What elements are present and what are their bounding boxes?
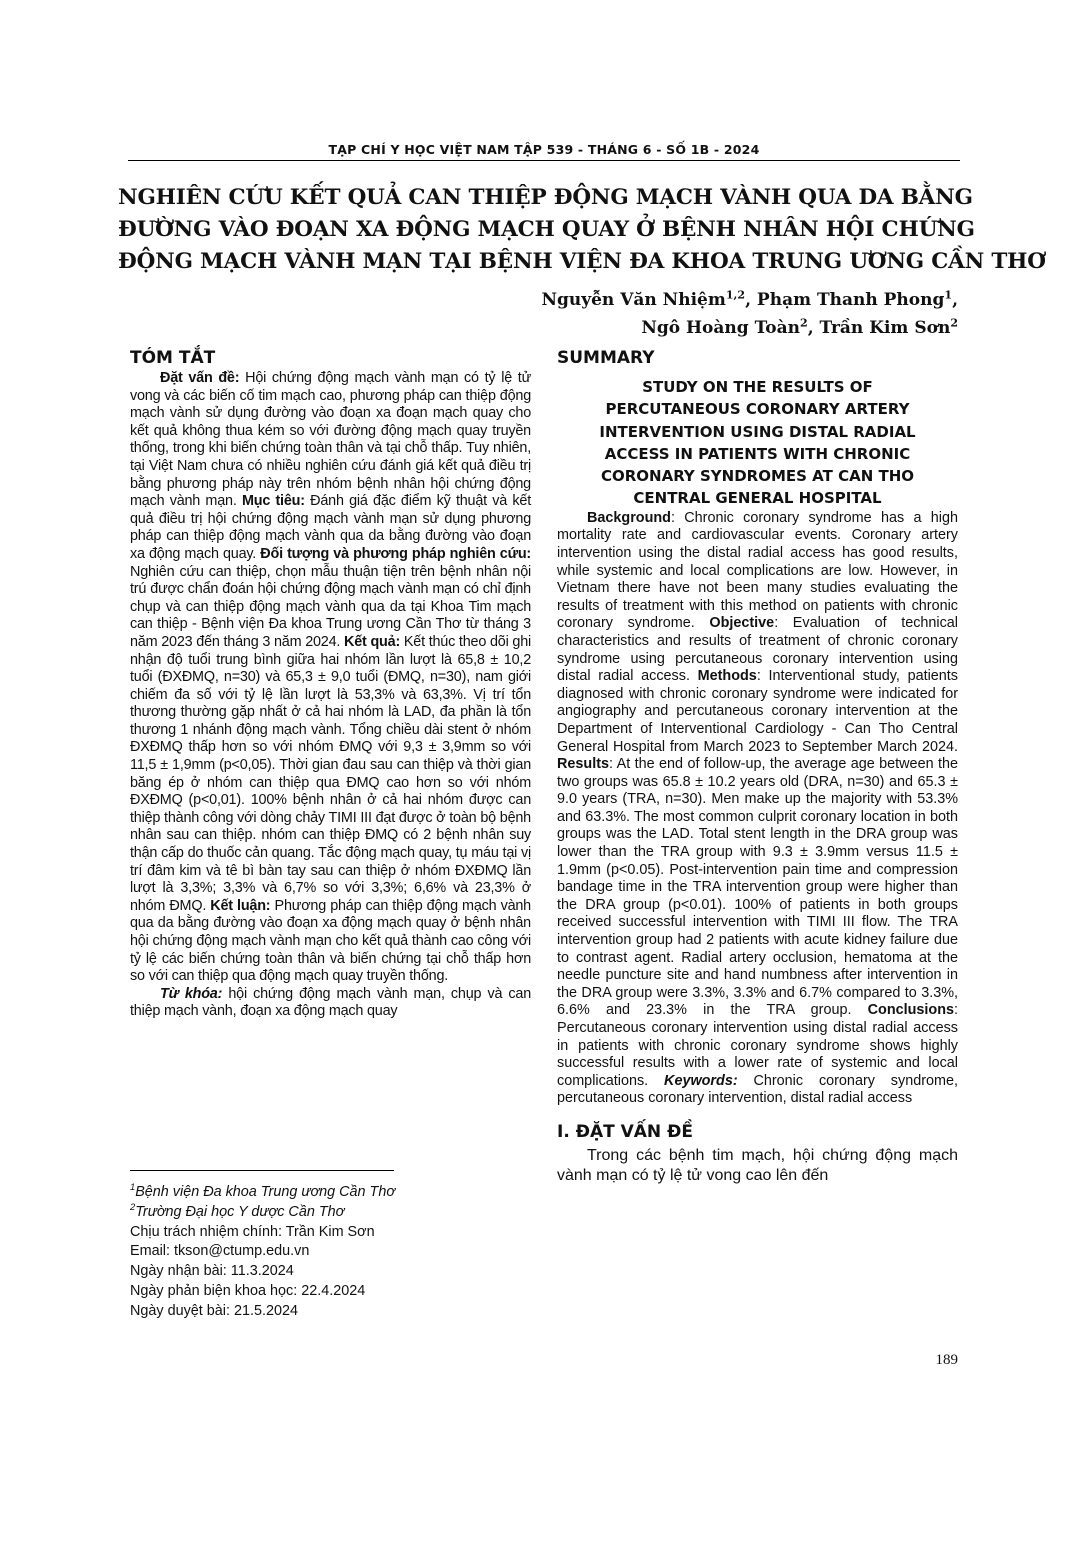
- author-line-2: Ngô Hoàng Toàn$^2$, Trần Kim Sơn$^2$: [641, 316, 958, 338]
- author-name: Nguyễn Văn Nhiệm: [541, 290, 726, 310]
- summary-title-line: ACCESS IN PATIENTS WITH CHRONIC: [604, 444, 911, 463]
- page-number: 189: [935, 1352, 958, 1368]
- summary-title-line: CORONARY SYNDROMES AT CAN THO: [600, 467, 915, 486]
- author-affiliation-mark: 1,2: [725, 288, 746, 302]
- text-background: : Chronic coronary syndrome has a high mortality rate and cardiovascular events. Coronary artery intervention using the distal radial access has good results, while systemic and local complications are low. However, in Vietnam there have not been many studies evaluating the results of treatment with this method on patients with chronic coronary syndrome.: [557, 509, 958, 632]
- header-rule: [128, 160, 960, 161]
- label-methods: Methods: [697, 668, 757, 685]
- summary-heading: SUMMARY: [557, 348, 655, 368]
- text-background: Hội chứng động mạch vành mạn có tỷ lệ tử vong và các biến cố tim mạch cao, phương pháp can thiệp động mạch vành sử dụng đường vào đoạn xa đoạn mạch quay cho kết quả không thua kém so với đường động mạch quay truyền thống, trong khi biến chứng toàn thân và tại chỗ thấp. Tuy nhiên, tại Việt Nam chưa có nhiều nghiên cứu đánh giá kết quả điều trị bằng phương pháp này trên nhóm bệnh nhân hội chứng động mạch vành mạn.: [130, 370, 532, 510]
- text-conclusion: Phương pháp can thiệp động mạch vành qua da bằng đường vào đoạn xa động mạch quay ở bệnh nhân hội chứng động mạch vành mạn cho kết quả thành cao công với tỷ lệ các biến chứng toàn thân và biến chứng tại chỗ thấp hơn so với can thiệp qua động mạch quay truyền thống.: [130, 897, 531, 985]
- title-line-3: ĐỘNG MẠCH VÀNH MẠN TẠI BỆNH VIỆN ĐA KHOA TRUNG ƯƠNG CẦN THƠ: [118, 249, 1046, 274]
- summary-title: [557, 376, 958, 510]
- footnotes: [130, 1183, 531, 1322]
- label-conclusion: Kết luận:: [210, 897, 271, 914]
- author-list: [541, 286, 958, 342]
- email-line: Email: tkson@ctump.edu.vn: [130, 1243, 310, 1260]
- text-objective: : Evaluation of technical characteristics and results of treatment of chronic coronary syndrome using percutaneous coronary intervention using distal radial access.: [557, 615, 959, 685]
- author-name: Ngô Hoàng Toàn: [641, 318, 800, 338]
- summary-english: [557, 346, 958, 1186]
- label-keywords: Từ khóa:: [160, 985, 223, 1002]
- label-results: Kết quả:: [344, 633, 401, 650]
- keywords-vietnamese: [130, 986, 531, 1021]
- author-line-1: Nguyễn Văn Nhiệm$^{1,2}$, Phạm Thanh Phong$^1$,: [541, 288, 958, 310]
- text-results: Kết thúc theo dõi ghi nhận độ tuổi trung bình giữa hai nhóm lần lượt là 65,8 ± 10,2 tuổi (ĐXĐMQ, n=30) và 65,3 ± 9,0 tuổi (ĐMQ, n=30), nam giới chiếm đa số với tỷ lệ lần lượt là 53,3% và 63,3%. Vị trí tổn thương thường gặp nhất ở cả hai nhóm là LAD, đa phần là tổn thương 1 nhánh động mạch vành. Tổng chiều dài stent ở nhóm ĐXĐMQ thấp hơn so với nhóm ĐMQ với 9,3 ± 3,9mm so với 11,5 ± 1,9mm (p<0,05). Thời gian đau sau can thiệp và thời gian băng ép ở nhóm can thiệp qua ĐMQ cao hơn so với nhóm ĐXĐMQ (p<0,01). 100% bệnh nhân ở cả hai nhóm được can thiệp thành công với dòng chảy TIMI III đạt được ở toàn bộ bệnh nhân sau can thiệp. nhóm can thiệp ĐMQ có 2 bệnh nhân suy thận cấp do thuốc cản quang. Tắc động mạch quay, tụ máu tại vị trí đâm kim và tê bì bàn tay sau can thiệp ở nhóm ĐXĐMQ lần lượt là 3,3%; 3,3% và 6,7% so với 3,3%; 6,6% và 23,3% ở nhóm ĐMQ.: [130, 633, 532, 914]
- abstract-vietnamese: [130, 346, 531, 1021]
- author-affiliation-mark: 1: [944, 288, 953, 302]
- intro-heading: I. ĐẶT VẤN ĐỀ: [557, 1121, 693, 1142]
- affiliation-mark: 1: [130, 1182, 136, 1193]
- title-line-2: ĐƯỜNG VÀO ĐOẠN XA ĐỘNG MẠCH QUAY Ở BỆNH NHÂN HỘI CHỨNG: [118, 217, 975, 242]
- author-name: Trần Kim Sơn: [819, 318, 951, 338]
- label-background: Đặt vấn đề:: [160, 370, 240, 386]
- affiliation-text: Trường Đại học Y dược Cần Thơ: [135, 1203, 345, 1220]
- article-title: [118, 182, 1046, 278]
- abstract-body: [130, 370, 531, 986]
- affiliation-mark: 2: [130, 1202, 136, 1212]
- text-conclusion: : Percutaneous coronary intervention using distal radial access in patients with chronic coronary syndrome shows highly successful results with a lower rate of systemic and local complications.: [557, 1002, 958, 1089]
- intro-paragraph: Trong các bệnh tim mạch, hội chứng động mạch vành mạn có tỷ lệ tử vong cao lên đến: [557, 1146, 958, 1184]
- affiliation-2: [130, 1203, 531, 1223]
- label-background: Background: [587, 509, 671, 526]
- label-objective: Objective: [709, 615, 775, 632]
- summary-title-line: CENTRAL GENERAL HOSPITAL: [633, 489, 882, 508]
- author-name: Phạm Thanh Phong: [756, 290, 945, 310]
- author-affiliation-mark: 2: [950, 316, 958, 330]
- summary-title-line: INTERVENTION USING DISTAL RADIAL: [599, 422, 916, 441]
- received-date: Ngày nhận bài: 11.3.2024: [130, 1263, 294, 1280]
- journal-header: TẠP CHÍ Y HỌC VIỆT NAM TẬP 539 - THÁNG 6 - SỐ 1B - 2024: [328, 142, 760, 157]
- summary-title-line: PERCUTANEOUS CORONARY ARTERY: [605, 400, 910, 419]
- text-keywords: hội chứng động mạch vành mạn, chụp và can thiệp mạch vành, đoạn xa động mạch quay: [130, 985, 532, 1020]
- text-keywords: Chronic coronary syndrome, percutaneous coronary intervention, distal radial access: [557, 1072, 958, 1107]
- text-results: : At the end of follow-up, the average age between the two groups was 65.8 ± 10.2 years old (DRA, n=30) and 65.3 ± 9.0 years (TRA, n=30). Men make up the majority with 53.3% and 63.3%. The most common culprit coronary location in both groups was the LAD. Total stent length in the DRA group was lower than the TRA group with 9.3 ± 3.9mm versus 11.5 ± 1.9mm (p<0.05). Post-intervention pain time and compression bandage time in the TRA intervention group were higher than the DRA group (p<0.01). 100% of patients in both groups received successful intervention with TIMI III flow. The TRA intervention group had 2 patients with acute kidney failure due to contrast agent. Radial artery occlusion, hematoma at the needle puncture site and hand numbness after intervention in the DRA group were 3.3%, 3.3% and 6.7% compared to 3.3%, 6.6% and 23.3% in the TRA group.: [557, 756, 958, 1019]
- affiliation-text: Bệnh viện Đa khoa Trung ương Cần Thơ: [135, 1184, 396, 1200]
- abstract-heading: TÓM TẮT: [130, 348, 216, 368]
- author-affiliation-mark: 2: [800, 316, 808, 330]
- footnote-rule: [130, 1170, 394, 1171]
- affiliation-1: [130, 1183, 531, 1203]
- label-objective: Mục tiêu:: [241, 493, 305, 510]
- label-methods: Đối tượng và phương pháp nghiên cứu:: [260, 545, 531, 562]
- summary-body: [557, 510, 958, 1108]
- text-methods: : Interventional study, patients diagnosed with chronic coronary syndrome were indicated for angiography and percutaneous coronary intervention at the Department of Interventional Cardiology - Can Tho Central General Hospital from March 2023 to September March 2024.: [557, 668, 958, 755]
- title-line-1: NGHIÊN CỨU KẾT QUẢ CAN THIỆP ĐỘNG MẠCH VÀNH QUA DA BẰNG: [118, 185, 973, 210]
- summary-title-line: STUDY ON THE RESULTS OF: [642, 378, 873, 396]
- label-keywords: Keywords:: [664, 1072, 738, 1089]
- corresponding-author: Chịu trách nhiệm chính: Trần Kim Sơn: [130, 1223, 375, 1240]
- accepted-date: Ngày duyệt bài: 21.5.2024: [130, 1302, 299, 1319]
- label-conclusion: Conclusions: [867, 1002, 954, 1019]
- text-methods: Nghiên cứu can thiệp, chọn mẫu thuận tiện trên bệnh nhân nội trú được chẩn đoán hội chứng động mạch vành mạn có chỉ định chụp và can thiệp động mạch vành qua da tại Khoa Tim mạch can thiệp - Bệnh viện Đa khoa Trung ương Cần Thơ từ tháng 3 năm 2023 đến tháng 3 năm 2024.: [130, 563, 531, 650]
- label-results: Results: [557, 756, 609, 773]
- review-date: Ngày phản biện khoa học: 22.4.2024: [130, 1282, 366, 1299]
- text-objective: Đánh giá đặc điểm kỹ thuật và kết quả điều trị hội chứng động mạch vành mạn sử dụng phương pháp can thiệp động mạch vành qua da bằng đường vào đoạn xa động mạch quay.: [130, 493, 531, 562]
